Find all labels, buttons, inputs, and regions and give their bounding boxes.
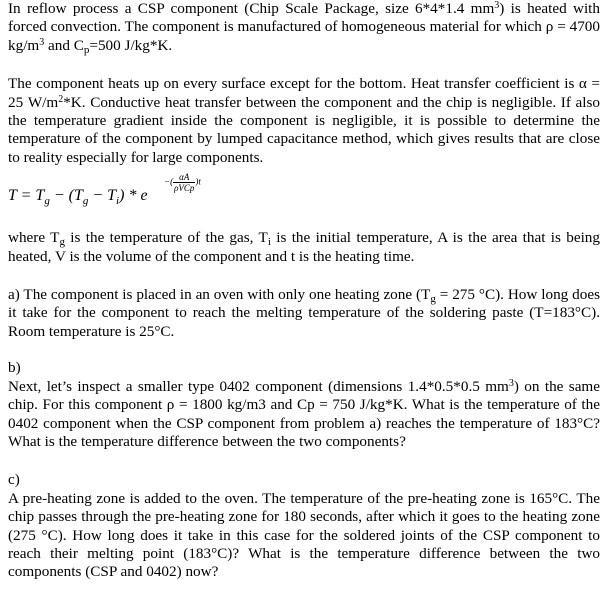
exp-denominator: ρVCp [174, 183, 195, 194]
superscript: 3 [494, 0, 500, 11]
superscript: 3 [508, 377, 514, 389]
part-a-text-a: a) The component is placed in an oven with only one heating zone (T [8, 286, 431, 304]
exp-prefix: −( [164, 176, 174, 187]
equation-exponent [164, 172, 201, 193]
intro-text-c: and C [44, 36, 84, 54]
subscript: g [44, 195, 50, 208]
subscript: g [430, 293, 436, 306]
part-b-text-b: ) on the same chip. For this component ρ = 1800 kg/m3 and Cp = 750 J/kg*K. What is the temperature of the 0402 component when the CSP component from problem a) reaches the temperature of 183°C? What is the temperature difference between the two components? [8, 377, 600, 450]
part-b-label: b) [8, 359, 21, 377]
intro-text-a: In reflow process a CSP component (Chip Scale Package, size 6*4*1.4 mm [8, 0, 495, 17]
eq-tail: ) * e [119, 187, 148, 205]
model-paragraph [8, 75, 600, 167]
subscript: i [267, 236, 271, 249]
superscript: 2 [58, 93, 64, 105]
lumped-capacitance-equation [8, 169, 600, 219]
exp-fraction [173, 172, 195, 193]
subscript: p [83, 43, 90, 56]
model-text-a: The component heats up on every surface except for the bottom. Heat transfer coefficient is α = 25 W/m [8, 75, 600, 111]
eq-lhs: T = T [8, 187, 45, 205]
eq-mid2: − T [88, 187, 117, 205]
superscript: 3 [39, 36, 45, 48]
part-a-paragraph [8, 286, 600, 341]
exp-numerator: αA [173, 172, 195, 183]
intro-paragraph [8, 0, 600, 55]
where-text-a: where T [8, 229, 60, 247]
intro-text-b: ) is heated with forced convection. The component is manufactured of homogeneous material for which ρ = 4700 kg/m [8, 0, 600, 54]
part-b-paragraph [8, 378, 600, 452]
part-c-paragraph: A pre-heating zone is added to the oven. The temperature of the pre-heating zone is 165°C. The chip passes through the pre-heating zone for 180 seconds, after which it goes to the heating zone (275 °C). How long does it take in this case for the soldered joints of the CSP component to reach their melting point (183°C)? What is the temperature difference between the two components (CSP and 0402) now? [8, 489, 600, 581]
equation-main [8, 187, 148, 207]
subscript: g [82, 195, 89, 208]
where-text-b: is the temperature of the gas, T [64, 229, 268, 247]
part-a-text-b: = 275 °C). How long does it take for the component to reach the melting temperature of the soldering paste (T=183°C). Room temperature is 25°C. [8, 286, 600, 340]
exp-suffix: )t [195, 176, 201, 187]
part-b-text-a: Next, let’s inspect a smaller type 0402 component (dimensions 1.4*0.5*0.5 mm [8, 377, 509, 395]
subscript: g [59, 236, 65, 249]
eq-mid: − (T [49, 187, 83, 205]
where-text-c: is the initial temperature, A is the area that is being heated, V is the volume of the component and t is the heating time. [8, 229, 600, 265]
model-text-b: *K. Conductive heat transfer between the component and the chip is negligible. If also the temperature gradient inside the component is negligible, it is possible to determine the temperature of the component by lumped capacitance method, which gives results that are close to reality especially for large components. [8, 93, 601, 166]
part-c-label: c) [8, 471, 20, 489]
intro-text-d: =500 J/kg*K. [89, 36, 173, 54]
subscript: i [116, 195, 120, 208]
where-paragraph [8, 229, 600, 266]
